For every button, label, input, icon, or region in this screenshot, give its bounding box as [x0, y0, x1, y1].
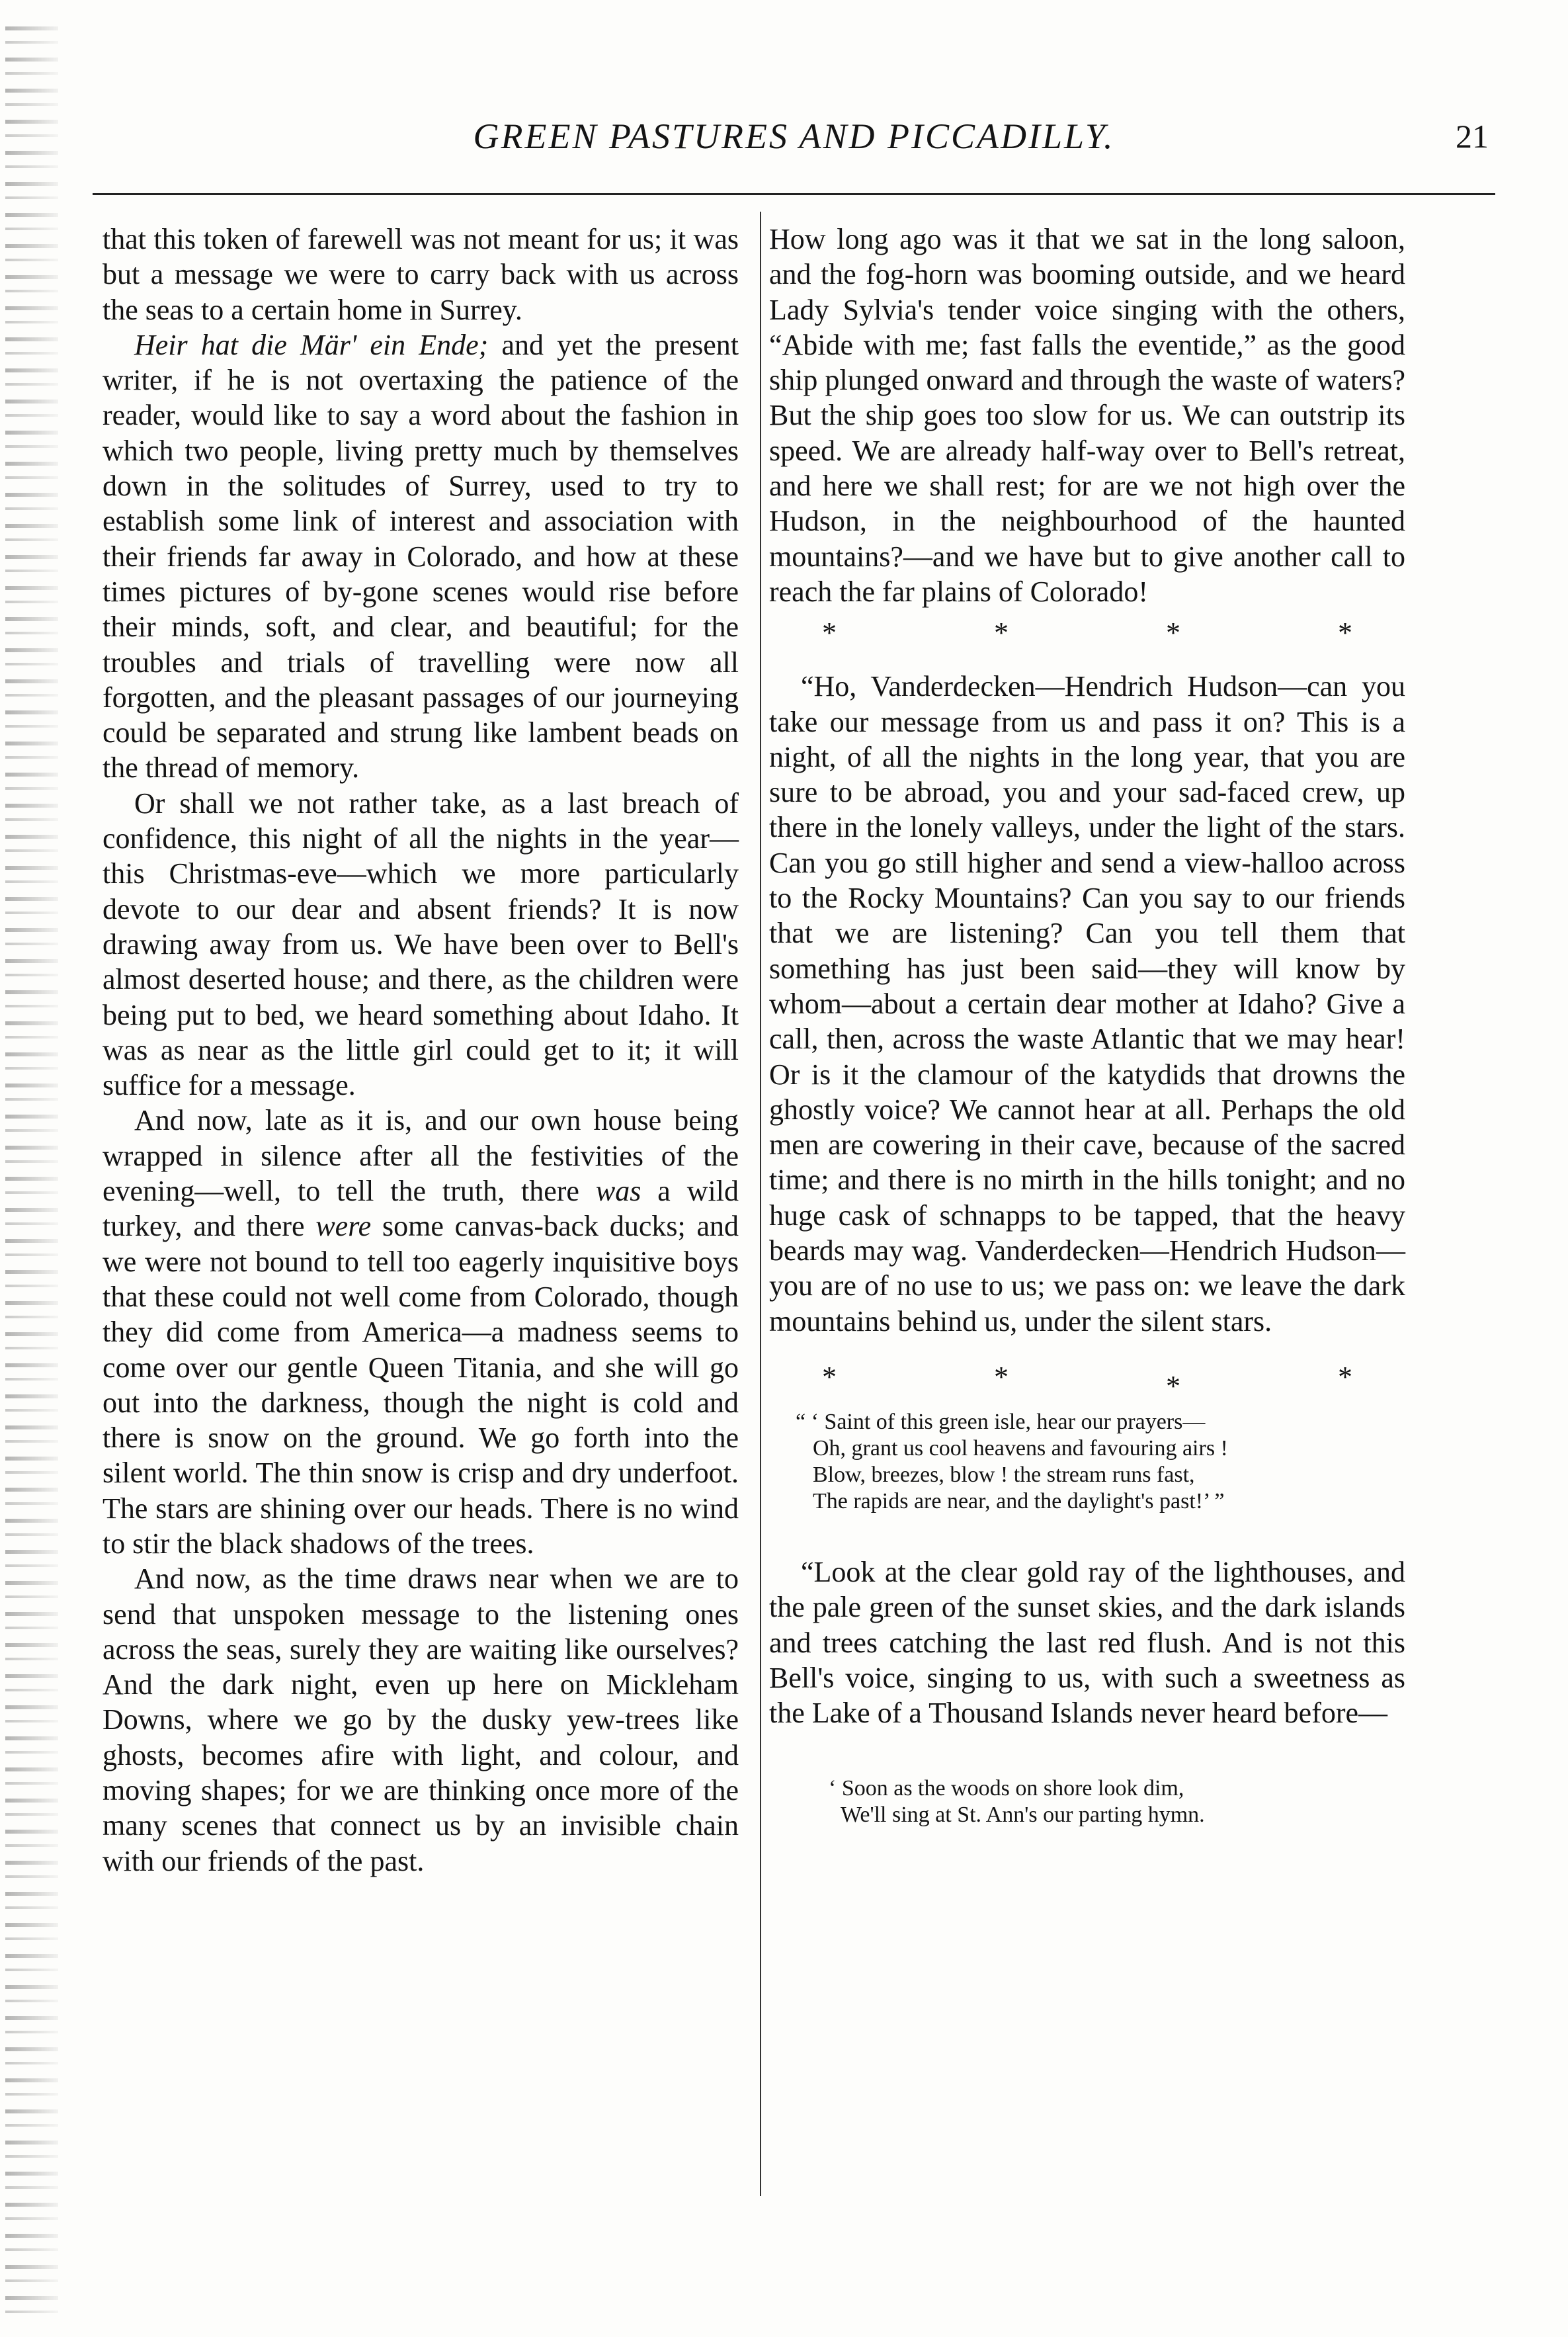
- verse-line: We'll sing at St. Ann's our parting hymn.: [841, 1803, 1205, 1828]
- verse-line: Oh, grant us cool heavens and favouring airs !: [813, 1435, 1228, 1461]
- section-break: [769, 1357, 1405, 1402]
- running-title: GREEN PASTURES AND PICCADILLY.: [473, 116, 1115, 156]
- paragraph: How long ago was it that we sat in the long saloon, and the fog-horn was booming outside, and we heard Lady Sylvia's tender voice singing with the others, “Abide with me; fast falls the eventide,” as the good ship plunged onward and through the waste of waters? But the ship goes too slow for us. We can outstrip its speed. We are already half-way over to Bell's retreat, and here we shall rest; for are we not high over the Hudson, in the neighbourhood of the haunted mountains?—and we have but to give another call to reach the far plains of Colorado!: [769, 223, 1405, 608]
- asterisk: *: [822, 1360, 837, 1393]
- asterisk: *: [1166, 1369, 1180, 1402]
- verse-quote: [829, 1775, 1405, 1828]
- german-phrase: Heir hat die Mär' ein Ende;: [134, 328, 489, 361]
- verse-line: “ ‘ Saint of this green isle, hear our prayers—: [796, 1409, 1206, 1434]
- scanned-binding-edge: [5, 26, 58, 2315]
- asterisk: *: [994, 1360, 1009, 1393]
- asterisk: *: [1338, 1360, 1352, 1393]
- verse-line: ‘ Soon as the woods on shore look dim,: [829, 1776, 1184, 1801]
- header-rule: [93, 193, 1495, 195]
- verse-quote: [796, 1409, 1405, 1515]
- page-header: [99, 116, 1489, 175]
- asterisk: *: [994, 616, 1009, 650]
- paragraph: that this token of farewell was not meant for us; it was but a message we were to carry back with us across the seas to a certain home in Surrey.: [103, 223, 739, 326]
- paragraph: And now, as the time draws near when we are to send that unspoken message to the listening ones across the seas, surely they are waiting like ourselves? And the dark night, even up here on Mickleham Downs, where we go by the dusky yew-trees like ghosts, becomes afire with light, and colour, and moving shapes; for we are thinking once more of the many scenes that connect us by an invisible chain with our friends of the past.: [103, 1562, 739, 1877]
- left-column: [103, 222, 739, 1879]
- paragraph: Or shall we not rather take, as a last breach of confidence, this night of all the nights in the year—this Christmas-eve—which we more particularly devote to our dear and absent friends? It is now drawing away from us. We have been over to Bell's almost deserted house; and there, as the children were being put to bed, we heard something about Idaho. It was as near as the little girl could get to it; it will suffice for a message.: [103, 786, 739, 1102]
- asterisk: *: [822, 616, 837, 650]
- emphasis-were: were: [315, 1210, 372, 1243]
- section-break: [769, 613, 1405, 653]
- paragraph: Heir hat die Mär' ein Ende; and yet the present writer, if he is not overtaxing the patience of the reader, would like to say a word about the fashion in which two people, living pretty much by themselves down in the solitudes of Surrey, used to try to establish some link of interest and association with their friends far away in Colorado, and how at these times pictures of by-gone scenes would rise before their minds, soft, and clear, and beautiful; for the troubles and trials of travelling were now all forgotten, and the pleasant passages of our journeying could be separated and strung like lambent beads on the thread of memory.: [103, 328, 739, 785]
- paragraph: “Ho, Vanderdecken—Hendrich Hudson—can you take our message from us and pass it on? This is a night, of all the nights in the long year, that you are sure to be abroad, you and your sad-faced crew, up there in the lonely valleys, under the light of the stars. Can you go still higher and send a view-halloo across to the Rocky Mountains? Can you say to our friends that we are listening? Can you tell them that something has just been said—they will know by whom—about a certain dear mother at Idaho? Give a call, then, across the waste Atlantic that we may hear! Or is it the clamour of the katydids that drowns the ghostly voice? We cannot hear at all. Perhaps the old men are cowering in their cave, because of the sacred time; and there is no mirth in the hills tonight; and no huge cask of schnapps to be tapped, that the heavy beards may wag. Vanderdecken—Hendrich Hudson—you are of no use to us; we pass on: we leave the dark mountains behind us, under the silent stars.: [769, 670, 1405, 1338]
- page-number: 21: [1456, 118, 1489, 155]
- verse-line: Blow, breezes, blow ! the stream runs fast,: [813, 1462, 1195, 1487]
- paragraph: “Look at the clear gold ray of the lighthouses, and the pale green of the sunset skies, and the dark islands and trees catching the last red flush. And is not this Bell's voice, singing to us, with such a sweetness as the Lake of a Thousand Islands never heard before—: [769, 1555, 1405, 1730]
- paragraph: And now, late as it is, and our own house being wrapped in silence after all the festivities of the evening—well, to tell the truth, there was a wild turkey, and there were some canvas-back ducks; and we were not bound to tell too eagerly inquisitive boys that these could not well come from Colorado, though they did come from America—a madness seems to come over our gentle Queen Titania, and she will go out into the darkness, though the night is cold and there is snow on the ground. We go forth into the silent world. The thin snow is crisp and dry underfoot. The stars are shining over our heads. There is no wind to stir the black shadows of the trees.: [103, 1104, 739, 1560]
- emphasis-was: was: [595, 1175, 641, 1208]
- right-column: [769, 222, 1405, 1828]
- asterisk: *: [1166, 616, 1180, 650]
- verse-line: The rapids are near, and the daylight's past!’ ”: [813, 1488, 1225, 1513]
- column-divider: [760, 212, 761, 2196]
- asterisk: *: [1338, 616, 1352, 650]
